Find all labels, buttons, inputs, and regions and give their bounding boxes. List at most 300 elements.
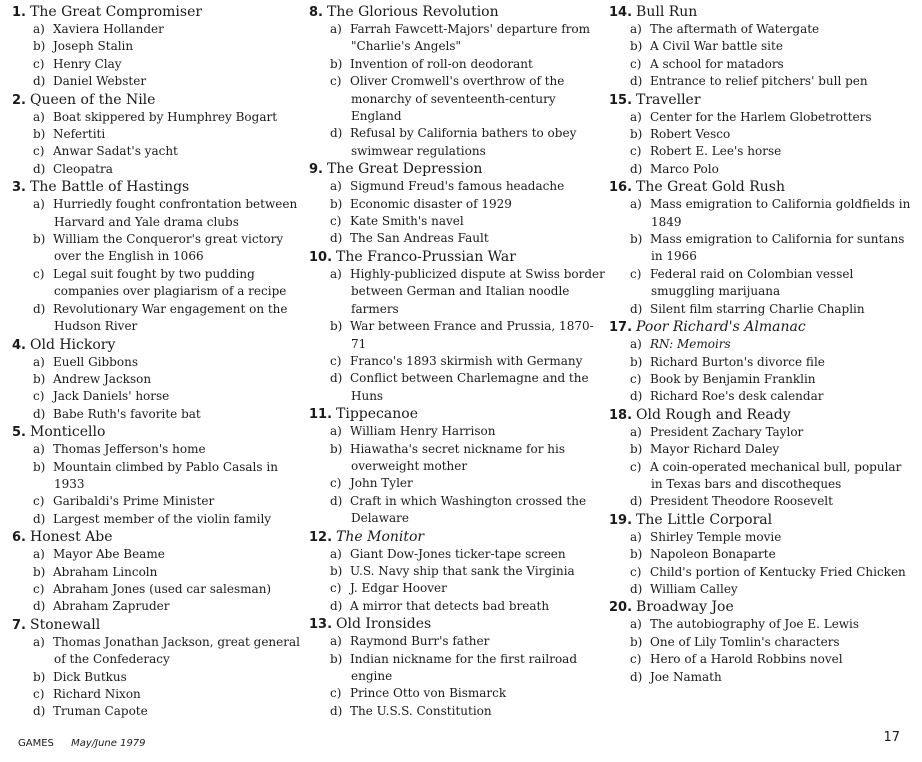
question-heading [309,4,607,21]
question-text: Stonewall [29,616,101,633]
question-number: 14. [609,5,633,20]
answer-letter: c) [330,353,342,368]
answer-choice [309,178,607,195]
answer-letter: b) [330,319,343,334]
answer-letter: b) [33,39,46,54]
answer-list [309,266,607,405]
question-number: 2. [12,92,26,108]
answer-letter: a) [630,424,642,439]
answer-text: Dick Butkus [53,669,127,684]
answer-letter: a) [33,547,45,562]
question-heading [12,529,302,546]
answer-choice [309,423,607,440]
answer-choice [309,703,607,720]
answer-text: Mountain climbed by Pablo Casals in 1933 [53,459,278,491]
answer-choice [12,38,302,55]
question-heading [609,4,915,21]
answer-list [12,634,302,721]
answer-choice [609,143,915,160]
answer-choice [309,56,607,73]
question-2 [12,92,302,179]
answer-choice [609,651,915,668]
answer-choice [609,616,915,633]
answer-letter: c) [33,266,45,281]
answer-choice [309,230,607,247]
question-heading [309,406,607,423]
answer-text: Giant Dow-Jones ticker-tape screen [350,546,566,561]
question-text: Old Rough and Ready [636,406,791,423]
question-1 [12,4,302,91]
answer-letter: d) [33,406,46,421]
answer-choice [309,580,607,597]
question-heading [12,424,302,441]
question-text: Honest Abe [29,529,113,546]
question-18 [609,407,915,511]
answer-choice [12,441,302,458]
answer-letter: a) [630,197,642,212]
question-5 [12,424,302,528]
answer-text: Oliver Cromwell's overthrow of the monarchy of seventeenth-century England [350,74,565,124]
question-12 [309,529,607,616]
answer-letter: a) [330,266,342,281]
answer-choice [12,581,302,598]
answer-text: The San Andreas Fault [350,231,489,246]
answer-choice [12,21,302,38]
answer-choice [309,493,607,528]
answer-choice [609,109,915,126]
column-3 [609,3,915,686]
answer-letter: c) [630,371,642,386]
answer-list [609,196,915,318]
question-11 [309,406,607,527]
answer-list [609,529,915,599]
answer-choice [309,196,607,213]
answer-letter: d) [33,301,46,316]
question-10 [309,249,607,405]
answer-choice [12,598,302,615]
answer-choice [609,564,915,581]
answer-choice [609,266,915,301]
answer-letter: c) [630,266,642,281]
answer-text: Kate Smith's navel [350,214,464,229]
answer-letter: d) [630,669,643,684]
answer-text: J. Edgar Hoover [350,581,447,596]
answer-letter: c) [330,581,342,596]
question-heading [309,249,607,266]
question-text: Tippecanoe [336,406,418,423]
answer-choice [309,21,607,56]
answer-text: Franco's 1893 skirmish with Germany [350,353,583,368]
answer-text: Child's portion of Kentucky Fried Chicken [650,564,906,579]
answer-text: Andrew Jackson [53,371,152,386]
answer-text: U.S. Navy ship that sank the Virginia [350,563,575,578]
answer-text: Marco Polo [650,161,719,176]
question-text: Monticello [29,424,106,441]
question-number: 9. [309,162,323,178]
answer-choice [12,564,302,581]
answer-choice [12,546,302,563]
answer-list [309,178,607,248]
answer-letter: a) [33,109,45,124]
answer-letter: d) [330,126,343,141]
answer-list [309,423,607,527]
question-heading [12,92,302,109]
answer-letter: b) [330,56,343,71]
answer-choice [12,143,302,160]
question-number: 1. [12,5,26,20]
answer-text: Shirley Temple movie [650,529,782,544]
answer-letter: a) [330,546,342,561]
question-text: Bull Run [636,4,698,20]
answer-choice [609,371,915,388]
question-16 [609,179,915,318]
answer-choice [609,634,915,651]
answer-letter: b) [630,127,643,142]
answer-text: A Civil War battle site [650,39,783,54]
answer-list [12,21,302,91]
answer-text: Hiawatha's secret nickname for his overweight mother [350,441,565,473]
answer-text: Largest member of the violin family [53,511,272,526]
answer-letter: d) [630,389,643,404]
answer-choice [309,353,607,370]
answer-text: Anwar Sadat's yacht [53,144,178,159]
answer-letter: d) [330,598,343,613]
question-heading [609,512,915,529]
answer-text: A mirror that detects bad breath [350,598,550,613]
question-heading [12,617,302,634]
answer-text: Invention of roll-on deodorant [350,56,533,71]
answer-text: Prince Otto von Bismarck [350,686,507,701]
answer-text: President Zachary Taylor [650,424,804,439]
answer-letter: d) [33,599,46,614]
answer-text: Thomas Jonathan Jackson, great general of the Confederacy [53,634,300,667]
question-number: 3. [12,180,26,196]
answer-letter: b) [630,634,643,649]
answer-letter: d) [630,74,643,89]
question-14 [609,4,915,91]
answer-choice [12,109,302,126]
answer-choice [12,161,302,178]
question-heading [609,92,915,109]
question-number: 15. [609,92,633,108]
answer-text: Abraham Zapruder [53,599,170,614]
answer-text: Henry Clay [53,56,122,71]
answer-choice [609,38,915,55]
answer-text: Center for the Harlem Globetrotters [650,109,872,124]
answer-text: Richard Burton's divorce file [650,354,825,369]
answer-choice [12,371,302,388]
answer-text: One of Lily Tomlin's characters [650,634,840,649]
issue-date: May/June 1979 [71,738,146,749]
question-heading [12,4,302,21]
answer-letter: d) [630,161,643,176]
answer-text: John Tyler [350,476,413,491]
answer-letter: c) [33,687,45,701]
answer-choice [12,231,302,266]
answer-text: Sigmund Freud's famous headache [350,179,565,194]
answer-choice [12,703,302,720]
answer-choice [12,301,302,336]
answer-list [12,354,302,424]
answer-choice [12,511,302,528]
answer-choice [309,73,607,125]
question-text: The Little Corporal [636,511,773,528]
question-20 [609,599,915,686]
answer-letter: a) [33,442,45,457]
answer-text: William the Conqueror's great victory over the English in 1066 [53,232,284,264]
answer-letter: c) [33,494,45,509]
answer-text: Conflict between Charlemagne and the Huns [350,371,589,403]
answer-choice [609,196,915,231]
answer-text: Abraham Lincoln [53,564,158,579]
question-number: 12. [309,529,333,545]
answer-choice [12,266,302,301]
answer-choice [609,336,915,353]
answer-letter: d) [33,511,46,526]
answer-letter: a) [330,22,342,36]
answer-text: Hero of a Harold Robbins novel [650,652,843,667]
question-text: The Franco-Prussian War [336,248,516,265]
answer-letter: d) [33,74,46,89]
answer-choice [309,546,607,563]
question-15 [609,92,915,179]
answer-text: Jack Daniels' horse [53,389,170,404]
question-heading [12,179,302,196]
answer-text: Craft in which Washington crossed the Delaware [350,493,587,526]
answer-choice [12,686,302,703]
question-text: The Great Compromiser [29,4,203,20]
answer-letter: d) [330,371,343,386]
answer-text: Thomas Jefferson's home [53,442,206,457]
answer-list [12,441,302,528]
answer-text: Refusal by California bathers to obey swimwear regulations [350,126,577,158]
question-text: The Great Gold Rush [636,179,785,196]
answer-letter: b) [630,232,643,247]
answer-text: Mass emigration to California for suntans in 1966 [650,232,905,264]
question-6 [12,529,302,616]
answer-text: Book by Benjamin Franklin [650,371,816,386]
answer-text: Mayor Richard Daley [650,442,780,457]
answer-text: The autobiography of Joe E. Lewis [650,617,860,632]
answer-list [609,109,915,179]
question-number: 20. [609,600,633,616]
answer-text: Garibaldi's Prime Minister [53,494,215,509]
answer-text: William Calley [650,581,738,596]
answer-choice [609,388,915,405]
answer-letter: d) [330,493,343,508]
answer-choice [12,354,302,371]
question-number: 19. [609,512,633,528]
column-2 [309,3,607,720]
answer-text: The U.S.S. Constitution [350,703,492,718]
column-1 [12,3,302,721]
question-heading [309,529,607,546]
answer-choice [12,56,302,73]
answer-letter: a) [630,22,642,36]
question-number: 13. [309,617,333,633]
answer-choice [609,56,915,73]
question-number: 5. [12,425,26,441]
answer-text: RN: Memoirs [650,337,731,352]
question-text: The Battle of Hastings [29,179,190,196]
answer-list [309,21,607,160]
answer-letter: b) [630,39,643,54]
answer-text: Farrah Fawcett-Majors' departure from "Charlie's Angels" [350,22,591,54]
answer-letter: b) [630,354,643,369]
answer-letter: d) [33,704,46,719]
answer-letter: a) [630,529,642,544]
answer-text: Legal suit fought by two pudding companies over plagiarism of a recipe [53,266,287,299]
answer-letter: a) [630,337,642,352]
answer-choice [609,581,915,598]
answer-letter: b) [330,196,343,211]
answer-letter: a) [33,634,45,649]
answer-choice [609,529,915,546]
answer-choice [12,126,302,143]
question-text: Old Ironsides [336,616,432,633]
question-9 [309,161,607,248]
question-text: Traveller [636,91,701,108]
answer-text: Joe Namath [650,669,722,684]
answer-choice [609,301,915,318]
answer-text: The aftermath of Watergate [650,22,820,36]
answer-letter: b) [630,547,643,562]
answer-letter: b) [33,127,46,142]
answer-choice [609,441,915,458]
answer-text: Highly-publicized dispute at Swiss border between German and Italian noodle farmers [350,266,605,316]
answer-text: Xaviera Hollander [53,22,164,36]
answer-text: Boat skippered by Humphrey Bogart [53,109,278,124]
answer-choice [609,73,915,90]
answer-list [12,546,302,616]
answer-letter: b) [33,564,46,579]
answer-choice [609,493,915,510]
question-number: 8. [309,5,323,20]
answer-text: President Theodore Roosevelt [650,494,833,509]
answer-text: Daniel Webster [53,74,147,89]
answer-choice [309,213,607,230]
answer-choice [309,266,607,318]
answer-letter: c) [630,459,642,474]
answer-text: Entrance to relief pitchers' bull pen [650,74,868,89]
answer-text: Richard Roe's desk calendar [650,389,824,404]
answer-letter: d) [630,301,643,316]
answer-choice [12,493,302,510]
answer-letter: d) [330,703,343,718]
answer-text: Truman Capote [53,704,148,719]
answer-choice [609,21,915,38]
answer-choice [609,546,915,563]
question-7 [12,617,302,721]
answer-choice [12,459,302,494]
answer-letter: c) [630,652,642,667]
answer-text: Richard Nixon [53,687,141,701]
answer-list [12,109,302,179]
question-text: The Monitor [336,528,425,545]
answer-letter: d) [330,231,343,246]
answer-text: Cleopatra [53,161,113,176]
answer-text: Nefertiti [53,127,106,142]
question-text: The Glorious Revolution [326,4,499,20]
answer-list [609,21,915,91]
question-heading [609,599,915,616]
question-number: 6. [12,530,26,546]
question-13 [309,616,607,720]
answer-letter: c) [630,564,642,579]
answer-choice [12,406,302,423]
answer-text: Federal raid on Colombian vessel smuggling marijuana [650,266,854,299]
answer-letter: a) [33,197,45,212]
answer-text: Mass emigration to California goldfields in 1849 [650,197,911,229]
answer-choice [309,441,607,476]
answer-text: Hurriedly fought confrontation between Harvard and Yale drama clubs [53,197,298,229]
answer-list [309,546,607,616]
page-number: 17 [883,730,900,745]
question-number: 16. [609,180,633,196]
question-text: Poor Richard's Almanac [636,319,806,336]
answer-letter: c) [33,144,45,159]
answer-letter: c) [330,686,342,701]
answer-letter: b) [330,651,343,666]
answer-choice [609,459,915,494]
answer-choice [12,196,302,231]
answer-choice [12,73,302,90]
answer-text: War between France and Prussia, 1870-71 [350,319,594,351]
answer-choice [309,125,607,160]
question-text: Broadway Joe [636,599,734,616]
answer-letter: b) [630,442,643,457]
question-text: The Great Depression [326,161,483,178]
question-heading [309,616,607,633]
question-text: Old Hickory [29,336,116,353]
answer-letter: c) [630,56,642,71]
answer-letter: c) [330,214,342,229]
answer-letter: c) [630,144,642,159]
answer-text: Abraham Jones (used car salesman) [53,581,272,596]
answer-text: Euell Gibbons [53,354,138,369]
answer-choice [309,563,607,580]
answer-list [609,424,915,511]
answer-choice [609,231,915,266]
question-number: 4. [12,337,26,353]
question-heading [609,319,915,336]
answer-choice [309,598,607,615]
answer-list [609,616,915,686]
answer-letter: d) [630,581,643,596]
question-8 [309,4,607,160]
answer-letter: a) [330,179,342,194]
answer-list [609,336,915,406]
answer-text: Robert Vesco [650,127,731,142]
answer-letter: a) [330,424,342,439]
question-number: 7. [12,617,26,633]
answer-text: Indian nickname for the first railroad engine [350,651,578,683]
answer-letter: c) [33,56,45,71]
footer [18,738,146,749]
answer-text: A school for matadors [650,56,784,71]
answer-letter: a) [330,634,342,649]
magazine-name: GAMES [18,738,54,749]
answer-choice [609,669,915,686]
answer-text: A coin-operated mechanical bull, popular in Texas bars and discotheques [650,459,902,491]
answer-letter: c) [330,74,342,89]
answer-letter: c) [33,581,45,596]
question-3 [12,179,302,335]
answer-text: Silent film starring Charlie Chaplin [650,301,865,316]
answer-text: Raymond Burr's father [350,634,490,649]
answer-choice [309,370,607,405]
answer-letter: b) [33,459,46,474]
